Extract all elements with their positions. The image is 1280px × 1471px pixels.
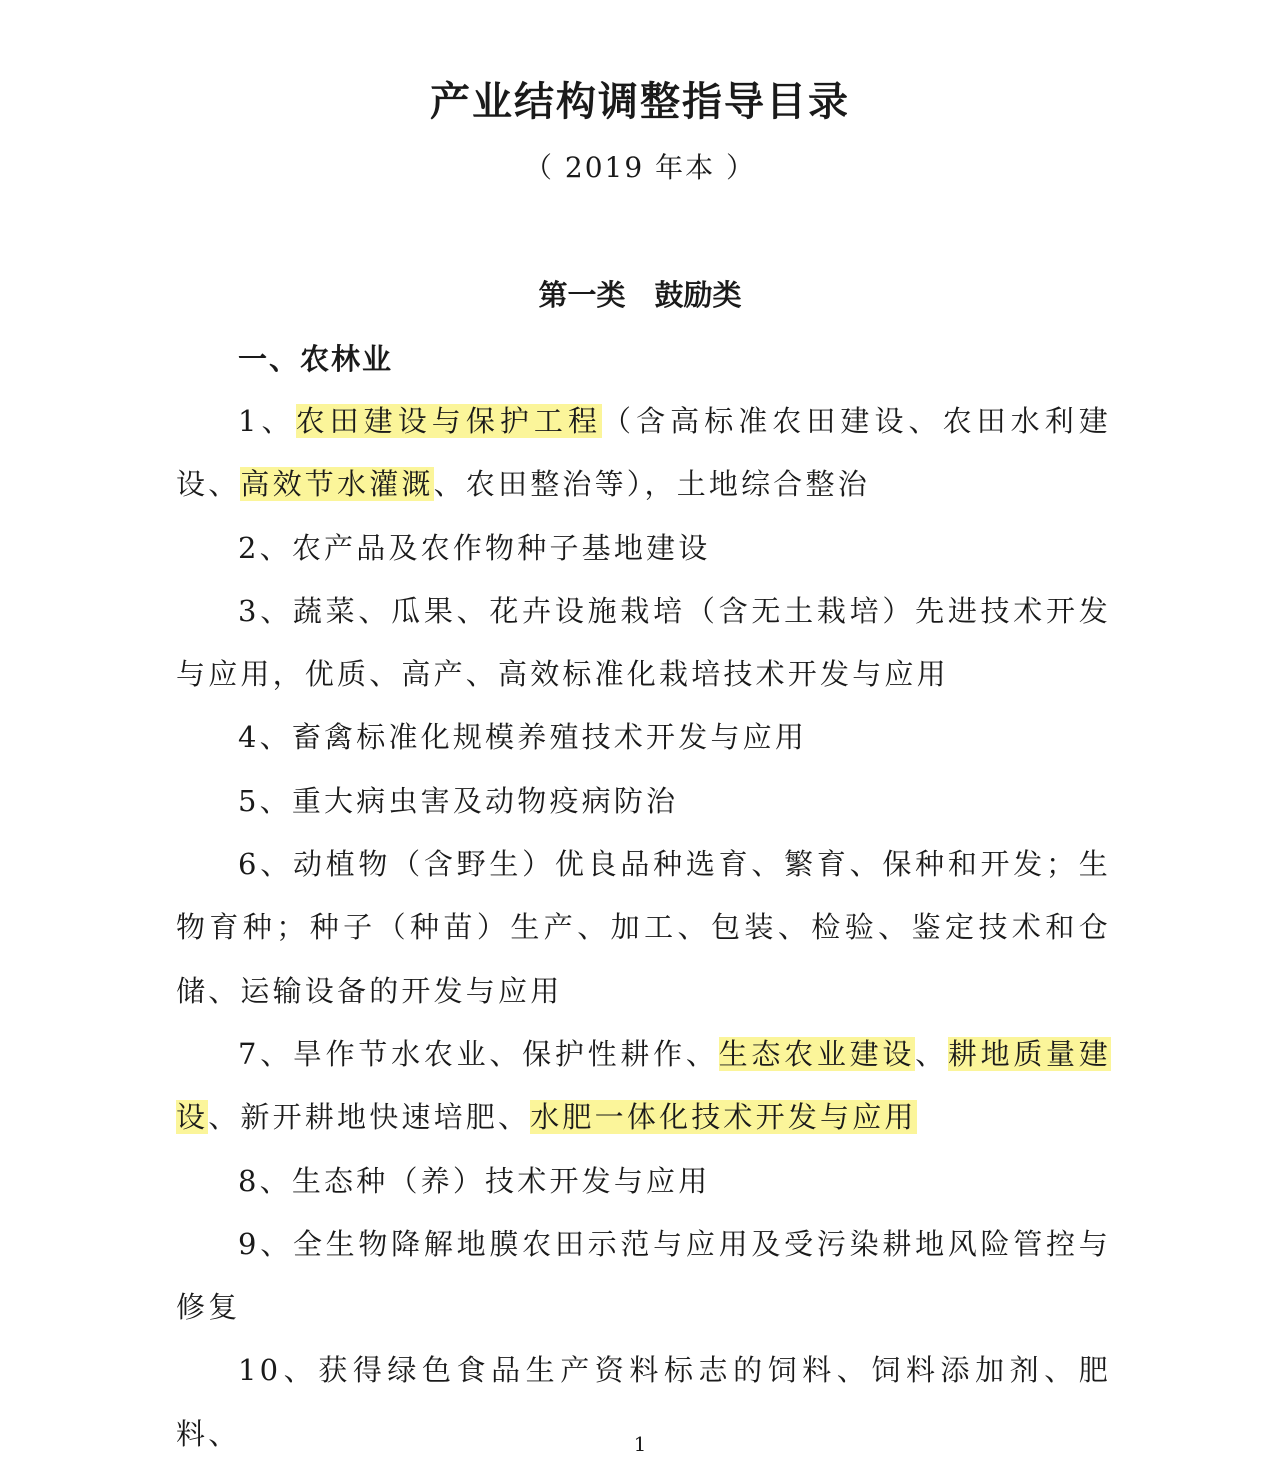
document-subtitle: （ 2019 年本 ） xyxy=(524,151,756,184)
highlighted-text: 生态农业建设 xyxy=(718,1036,916,1071)
item-text: 、新开耕地快速培肥、 xyxy=(208,1100,531,1135)
item-text: 、农田整治等），土地综合整治 xyxy=(433,467,870,502)
document-title: 产业结构调整指导目录 xyxy=(430,79,850,125)
item-text: 、 xyxy=(915,1036,948,1071)
list-item xyxy=(176,1150,1111,1213)
category-heading: 第一类 鼓励类 xyxy=(538,278,742,312)
item-text: 3、蔬菜、瓜果、花卉设施栽培（含无土栽培）先进技术开发与应用，优质、高产、高效标准化栽培技术开发与应用 xyxy=(176,593,1111,692)
item-text: 1、 xyxy=(238,404,296,438)
highlighted-text: 高效节水灌溉 xyxy=(240,467,434,502)
item-text: 5、重大病虫害及动物疫病防治 xyxy=(238,783,679,818)
item-text: 9、全生物降解地膜农田示范与应用及受污染耕地风险管控与修复 xyxy=(176,1226,1111,1325)
highlighted-text: 农田建设与保护工程 xyxy=(295,404,603,438)
list-item xyxy=(176,706,1111,769)
list-item xyxy=(176,1213,1111,1340)
item-text: 6、动植物（含野生）优良品种选育、繁育、保种和开发；生物育种；种子（种苗）生产、加工、包装、检验、鉴定技术和仓储、运输设备的开发与应用 xyxy=(176,847,1111,1008)
list-item xyxy=(176,390,1111,517)
section-heading: 一、农林业 xyxy=(238,342,394,376)
item-text: （含高标准农田建设、农田水利建设、 xyxy=(176,404,1111,502)
list-item xyxy=(176,517,1111,580)
item-text: 8、生态种（养）技术开发与应用 xyxy=(238,1163,711,1198)
highlighted-text: 水肥一体化技术开发与应用 xyxy=(530,1100,917,1135)
page-number: 1 xyxy=(633,1432,647,1456)
item-text: 7、旱作节水农业、保护性耕作、 xyxy=(238,1036,719,1071)
highlighted-text: 耕地质量建设 xyxy=(176,1036,1112,1135)
item-list xyxy=(176,390,1111,1466)
item-text: 4、畜禽标准化规模养殖技术开发与应用 xyxy=(238,720,808,755)
item-text: 2、农产品及农作物种子基地建设 xyxy=(238,530,711,565)
list-item xyxy=(176,1023,1111,1150)
list-item xyxy=(176,580,1111,707)
item-text: 10、获得绿色食品生产资料标志的饲料、饲料添加剂、肥料、 xyxy=(176,1353,1111,1451)
list-item xyxy=(176,833,1111,1023)
list-item xyxy=(176,770,1111,833)
